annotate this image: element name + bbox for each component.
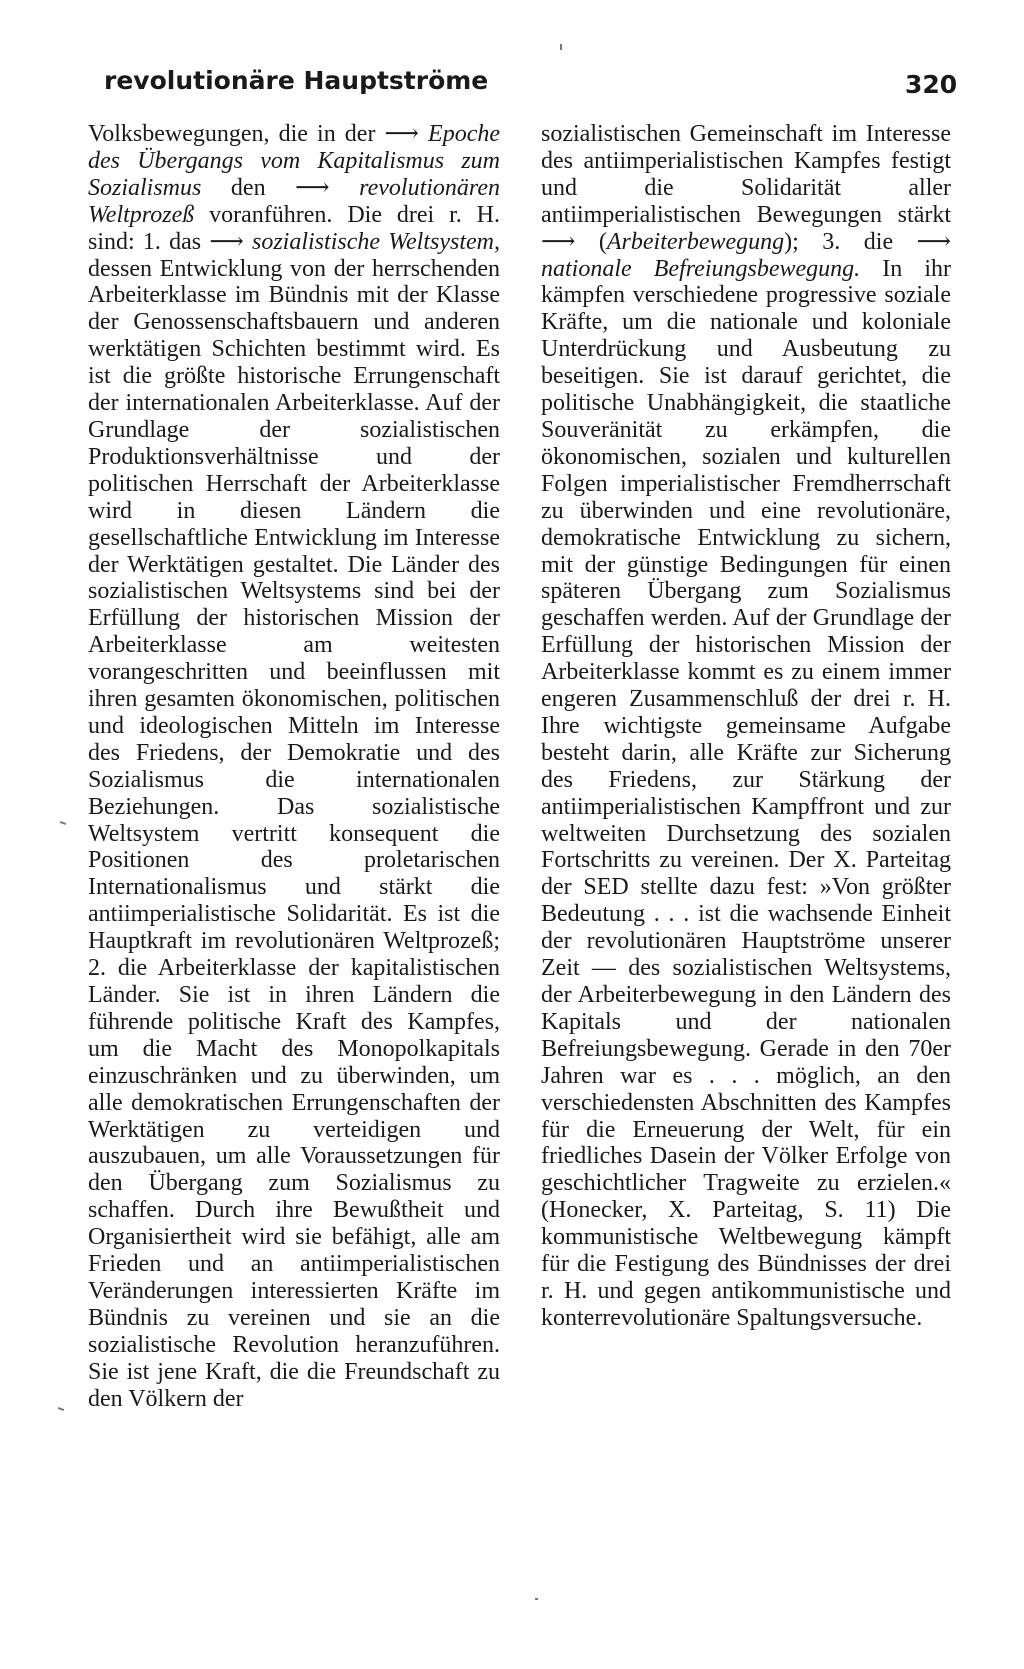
left-text-run: Volksbewegungen, die in der ⟶ [88,121,429,147]
right-column-paragraph [541,121,951,1332]
cross-reference: sozialistische Weltsystem, [252,228,500,255]
scan-speck [58,1407,64,1411]
right-text-run: sozialistischen Gemeinschaft im Interesse des antiimperialistischen Kampfes festigt und die Solidarität aller antiimperialistischen Bewegungen stärkt ⟶ ( [541,121,951,255]
left-column-paragraph [88,121,500,1413]
scan-speck [560,44,562,50]
left-text-run: dessen Entwicklung von der herrschenden Arbeiterklasse im Bündnis mit der Klasse der Genossenschaftsbauern und anderen werktätigen Schichten bestimmt wird. Es ist die größte historische Errungenschaft der internationalen Arbeiterklasse. Auf der Grundlage der sozialistischen Produktionsverhältnisse und der politischen Herrschaft der Arbeiterklasse wird in diesen Ländern die gesellschaftliche Entwicklung im Interesse der Werktätigen gestaltet. Die Länder des sozialistischen Weltsystems sind bei der Erfüllung der historischen Mission der Arbeiterklasse am weitesten vorangeschritten und beeinflussen mit ihren gesamten ökonomischen, politischen und ideologischen Mitteln im Interesse des Friedens, der Demokratie und des Sozialismus die internationalen Beziehungen. Das sozialistische Weltsystem vertritt konsequent die Positionen des proletarischen Internationalismus und stärkt die antiimperialistische Solidarität. Es ist die Hauptkraft im revolutionären Weltprozeß; 2. die Arbeiterklasse der kapitalistischen Länder. Sie ist in ihren Ländern die führende politische Kraft des Kampfes, um die Macht des Monopolkapitals einzuschränken und zu überwinden, um alle demokratischen Errungenschaften der Werktätigen zu verteidigen und auszubauen, um alle Voraussetzungen für den Übergang zum Sozialismus zu schaffen. Durch ihre Bewußtheit und Organisiertheit wird sie befähigt, alle am Frieden und an antiimperialistischen Veränderungen interessierten Kräfte im Bündnis zu vereinen und sie an die sozialistische Revolution heranzuführen. Sie ist jene Kraft, die die Freundschaft zu den Völkern der [88,255,500,1412]
running-head-title: revolutionäre Hauptströme [104,66,489,95]
scan-speck [535,1598,538,1600]
left-text-run: voranführen. Die drei r. H. sind: 1. das ⟶ [88,201,500,255]
left-text-run: den ⟶ [201,174,360,201]
left-text-column [88,121,500,1413]
page-number: 320 [905,70,958,99]
right-text-run: In ihr kämpfen verschiedene progressive soziale Kräfte, um die nationale und koloniale Unterdrückung und Ausbeutung zu beseitigen. Sie ist darauf gerichtet, die politische Unabhängigkeit, die staatliche Souveränität zu erkämpfen, die ökonomischen, sozialen und kulturellen Folgen imperialistischer Fremdherrschaft zu überwinden und eine revolutionäre, demokratische Entwicklung zu sichern, mit der günstige Bedingungen für einen späteren Übergang zum Sozialismus geschaffen werden. Auf der Grundlage der Erfüllung der historischen Mission der Arbeiterklasse kommt es zu einem immer engeren Zusammenschluß der drei r. H. Ihre wichtigste gemeinsame Aufgabe besteht darin, alle Kräfte zur Sicherung des Friedens, zur Stärkung der antiimperialistischen Kampffront und zur weltweiten Durchsetzung des sozialen Fortschritts zu vereinen. Der X. Parteitag der SED stellte dazu fest: »Von größter Bedeutung . . . ist die wachsende Einheit der revolutionären Hauptströme unserer Zeit — des sozialistischen Weltsystems, der Arbeiterbewegung in den Ländern des Kapitals und der nationalen Befreiungsbewegung. Gerade in den 70er Jahren war es . . . möglich, an den verschiedensten Abschnitten des Kampfes für die Erneuerung der Welt, für ein friedliches Dasein der Völker Erfolge von geschichtlicher Tragweite zu erzielen.« (Honecker, X. Parteitag, S. 11) Die kommunistische Weltbewegung kämpft für die Festigung des Bündnisses der drei r. H. und gegen antikommunistische und konterrevolutionäre Spaltungsversuche. [541,255,951,1331]
cross-reference: nationale Befreiungsbewegung. [541,255,861,282]
right-text-run: ); 3. die ⟶ [784,228,951,255]
cross-reference: Epoche des Übergangs vom Kapitalismus zum Sozialismus [88,121,500,201]
right-text-column [541,121,951,1332]
cross-reference: revolutionären Weltprozeß [88,174,500,228]
scan-speck [60,821,66,825]
cross-reference: Arbeiterbewegung [606,228,785,255]
